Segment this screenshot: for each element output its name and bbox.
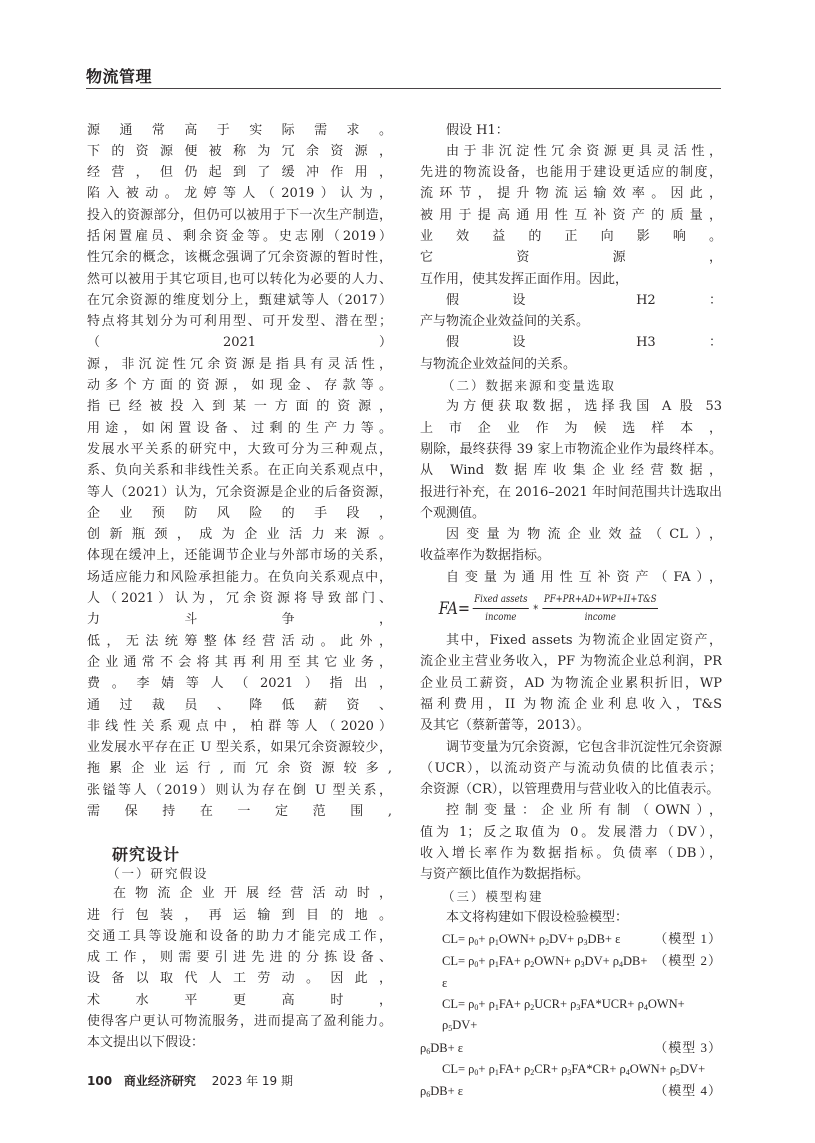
equation-term: OWN+ ρ bbox=[534, 954, 581, 969]
text-line: 使得客户更认可物流服务，进而提高了盈利能力。 bbox=[87, 1014, 392, 1030]
multiply-operator: * bbox=[533, 602, 539, 616]
model-equation bbox=[420, 1059, 722, 1103]
subscript: 1 bbox=[494, 1067, 499, 1077]
text-line: 调节变量为冗余资源，它包含非沉淀性冗余资源 bbox=[446, 739, 722, 755]
text-line: 成工作，则需要引进先进的分拣设备、 bbox=[87, 950, 392, 966]
text-line: 假设 H2： bbox=[446, 292, 722, 308]
model-label: （模型 3） bbox=[654, 1039, 722, 1055]
subscript: 4 bbox=[643, 1003, 648, 1013]
text-line: 等人（2021）认为，冗余资源是企业的后备资源， bbox=[87, 484, 392, 500]
issue-label: 2023 年 19 期 bbox=[211, 1074, 293, 1088]
formula-lhs: FA= bbox=[438, 599, 471, 620]
text-line: 自变量为通用性互补资产（FA）， bbox=[446, 569, 722, 585]
text-line: 个观测值。 bbox=[420, 505, 486, 521]
subscript: 3 bbox=[580, 960, 585, 970]
subscript: 2 bbox=[545, 938, 550, 948]
text-line: 然可以被用于其它项目,也可以转化为必要的人力、 bbox=[87, 271, 392, 287]
equation-term: ρ bbox=[420, 1084, 427, 1099]
text-line: 产与物流企业效益间的关系。 bbox=[420, 314, 590, 330]
subsection-heading: （三）模型构建 bbox=[442, 888, 544, 904]
text-line: 下的资源便被称为冗余资源， bbox=[87, 143, 392, 159]
subscript: 4 bbox=[625, 1067, 630, 1077]
equation-line bbox=[420, 950, 722, 994]
subsection-heading: （一）研究假设 bbox=[107, 866, 209, 882]
equation-line bbox=[420, 1059, 722, 1080]
text-line: 源，非沉淀性冗余资源是指具有灵活性， bbox=[87, 356, 392, 372]
paragraph bbox=[420, 737, 722, 801]
denominator: income bbox=[485, 612, 517, 624]
text-line: 交通工具等设施和设备的助力才能完成工作， bbox=[87, 928, 392, 944]
text-line: 收入增长率作为数据指标。负债率（DB）， bbox=[420, 846, 722, 861]
equation-term: + ρ bbox=[478, 932, 495, 947]
text-line: 力斗争， bbox=[87, 612, 392, 628]
text-line: 福利费用，II 为物流企业利息收入，T&S bbox=[420, 696, 722, 712]
text-line: 源通常高于实际需求。 bbox=[87, 122, 392, 138]
equation-term: OWN+ ρ bbox=[442, 997, 685, 1033]
subscript: 1 bbox=[494, 1003, 499, 1013]
equation-term: DB+ ε bbox=[442, 954, 648, 990]
section-heading: 研究设计 bbox=[112, 845, 181, 865]
text-line: 场适应能力和风险承担能力。在负向关系观点中， bbox=[87, 569, 392, 585]
numerator: Fixed assets bbox=[473, 594, 530, 609]
page-footer bbox=[87, 1073, 293, 1089]
equation-term: + ρ bbox=[478, 1061, 495, 1076]
paragraph bbox=[420, 141, 722, 290]
model-label: （模型 4） bbox=[654, 1083, 722, 1099]
text-line: 与资产额比值作为数据指标。 bbox=[420, 867, 590, 883]
subscript: 0 bbox=[474, 1003, 479, 1013]
equation-term: + ρ bbox=[478, 954, 495, 969]
text-line: 与物流企业效益间的关系。 bbox=[420, 356, 577, 372]
equation-line bbox=[420, 1080, 722, 1102]
equation-text bbox=[442, 951, 648, 994]
text-line: 动多个方面的资源，如现金、存款等。 bbox=[87, 378, 392, 394]
subscript: 1 bbox=[494, 960, 499, 970]
equation-text bbox=[420, 1038, 648, 1059]
model-label: （模型 1） bbox=[654, 931, 722, 947]
text-line: 在物流企业开展经营活动时， bbox=[113, 886, 392, 902]
paragraph bbox=[87, 120, 392, 823]
text-line: 费。李婧等人（2021）指出， bbox=[87, 676, 392, 692]
text-line: 体现在缓冲上，还能调节企业与外部市场的关系， bbox=[87, 548, 392, 564]
text-line: 低，无法统筹整体经营活动。此外， bbox=[87, 633, 392, 649]
equation-line bbox=[420, 994, 722, 1037]
text-line: 余资源（CR），以管理费用与营业收入的比值表示。 bbox=[420, 782, 720, 798]
text-line: 报进行补充，在 2016–2021 年时间范围共计选取出 bbox=[420, 484, 722, 500]
equation-term: FA+ ρ bbox=[498, 1061, 531, 1076]
equation-term: ρ bbox=[420, 1040, 427, 1055]
model-equation bbox=[420, 950, 722, 994]
subscript: 4 bbox=[619, 960, 624, 970]
text-line: 其中，Fixed assets 为物流企业固定资产， bbox=[446, 633, 722, 649]
equation-term: CR+ ρ bbox=[534, 1061, 568, 1076]
numerator: PF+PR+AD+WP+II+T&S bbox=[542, 594, 658, 609]
text-line: 企业员工薪资，AD 为物流企业累积折旧，WP bbox=[420, 675, 722, 691]
equation-term: FA*UCR+ ρ bbox=[580, 997, 644, 1012]
paragraph bbox=[420, 396, 722, 524]
equation-term: CL= ρ bbox=[442, 1061, 475, 1076]
fa-formula bbox=[420, 588, 677, 630]
paragraph bbox=[420, 120, 722, 141]
subscript: 1 bbox=[494, 938, 499, 948]
equation-term: FA+ ρ bbox=[498, 954, 531, 969]
equation-term: UCR+ ρ bbox=[534, 997, 577, 1012]
subscript: 6 bbox=[426, 1090, 431, 1100]
subscript: 3 bbox=[583, 938, 588, 948]
paragraph bbox=[420, 290, 722, 333]
paragraph bbox=[420, 332, 722, 375]
subscript: 0 bbox=[474, 938, 479, 948]
subsection-heading: （二）数据来源和变量选取 bbox=[442, 378, 617, 394]
subscript: 3 bbox=[567, 1067, 572, 1077]
equation-term: DV+ bbox=[680, 1061, 706, 1076]
text-line: 进行包装，再运输到目的地。 bbox=[87, 907, 392, 923]
text-line: （2021） bbox=[87, 335, 392, 351]
text-line: 因变量为物流企业效益（CL）， bbox=[446, 527, 722, 543]
text-line: 张镒等人（2019）则认为存在倒 U 型关系， bbox=[87, 782, 392, 798]
text-line: 业效益的正向影响。 bbox=[420, 228, 722, 244]
text-line: 企业通常不会将其再利用至其它业务， bbox=[87, 654, 392, 670]
equation-term: DV+ ρ bbox=[549, 932, 584, 947]
paragraph bbox=[420, 907, 722, 928]
equation-term: CL= ρ bbox=[442, 997, 475, 1012]
text-line: 流企业主营业务收入，PF 为物流企业总利润，PR bbox=[420, 654, 722, 670]
fraction bbox=[473, 594, 530, 624]
equation-term: DV+ ρ bbox=[584, 954, 620, 969]
text-line: 剔除，最终获得 39 家上市物流企业作为最终样本。 bbox=[420, 441, 722, 457]
equation-term: FA+ ρ bbox=[498, 997, 531, 1012]
text-line: 括闲置雇员、剩余资金等。史志刚（2019） bbox=[87, 228, 392, 244]
text-line: 假设 H1： bbox=[446, 122, 509, 138]
paragraph bbox=[420, 524, 722, 567]
text-line: 互作用，使其发挥正面作用。因此， bbox=[420, 271, 629, 287]
text-line: 业发展水平存在正 U 型关系，如果冗余资源较少， bbox=[87, 740, 392, 756]
paragraph bbox=[420, 567, 722, 588]
model-label: （模型 2） bbox=[654, 953, 722, 969]
text-line: 指已经被投入到某一方面的资源， bbox=[87, 399, 392, 415]
text-line: 及其它（蔡新蕾等，2013）。 bbox=[420, 718, 590, 734]
text-line: 企业预防风险的手段， bbox=[87, 505, 392, 521]
fraction bbox=[542, 594, 658, 624]
text-line: 先进的物流设备，也能用于建设更适应的制度， bbox=[420, 165, 722, 181]
text-line: 拖累企业运行,而冗余资源较多, bbox=[87, 761, 392, 777]
subscript: 2 bbox=[530, 1003, 535, 1013]
equation-term: CL= ρ bbox=[442, 954, 475, 969]
text-line: 术水平更高时， bbox=[87, 992, 392, 1008]
text-line: 为方便获取数据，选择我国 A 股 53 bbox=[446, 399, 722, 415]
text-line: 控制变量：企业所有制（OWN）， bbox=[446, 803, 722, 819]
subscript: 2 bbox=[530, 1067, 535, 1077]
journal-name: 商业经济研究 bbox=[123, 1074, 196, 1088]
denominator: income bbox=[584, 612, 616, 624]
text-line: 本文提出以下假设： bbox=[87, 1035, 205, 1051]
paragraph bbox=[87, 883, 392, 1053]
text-line: 流环节，提升物流运输效率。因此， bbox=[420, 186, 722, 202]
model-equation bbox=[420, 994, 722, 1059]
equation-line bbox=[420, 928, 722, 950]
equation-term: + ρ bbox=[478, 997, 495, 1012]
equation-term: DV+ bbox=[452, 1018, 478, 1033]
text-line: 在冗余资源的维度划分上，甄建斌等人（2017） bbox=[87, 292, 392, 308]
text-line: 非线性关系观点中，柏群等人（2020） bbox=[87, 718, 392, 734]
text-line: 上市企业作为候选样本， bbox=[420, 420, 722, 436]
text-line: 特点将其划分为可利用型、可开发型、潜在型； bbox=[87, 314, 392, 330]
text-line: 设备以取代人工劳动。因此， bbox=[87, 971, 392, 987]
equation-text bbox=[442, 929, 648, 950]
subscript: 3 bbox=[576, 1003, 581, 1013]
subscript: 5 bbox=[448, 1024, 453, 1034]
paragraph bbox=[420, 800, 722, 885]
subscript: 0 bbox=[474, 960, 479, 970]
equation-term: DB+ ε bbox=[587, 932, 621, 947]
equation-term: FA*CR+ ρ bbox=[571, 1061, 626, 1076]
equation-text bbox=[420, 1081, 648, 1102]
text-line: 本文将构建如下假设检验模型： bbox=[446, 909, 629, 925]
equation-term: DB+ ε bbox=[430, 1084, 464, 1099]
text-line: 投入的资源部分，但仍可以被用于下一次生产制造， bbox=[87, 207, 392, 223]
text-line: 陷入被动。龙婷等人（2019）认为， bbox=[87, 186, 392, 202]
equation-term: OWN+ ρ bbox=[629, 1061, 677, 1076]
subscript: 6 bbox=[426, 1046, 431, 1056]
text-line: 从 Wind 数据库收集企业经营数据， bbox=[420, 463, 722, 479]
text-line: 用途，如闲置设备、过剩的生产力等。 bbox=[87, 420, 392, 436]
paragraph bbox=[420, 630, 722, 736]
text-line: 人（2021）认为，冗余资源将导致部门、 bbox=[87, 591, 392, 607]
text-line: 由于非沉淀性冗余资源更具灵活性， bbox=[446, 143, 722, 159]
text-line: 假设 H3： bbox=[446, 335, 722, 351]
subscript: 5 bbox=[676, 1067, 681, 1077]
subscript: 0 bbox=[474, 1067, 479, 1077]
subscript: 2 bbox=[530, 960, 535, 970]
model-equation bbox=[420, 928, 722, 950]
equation-term: DB+ ε bbox=[430, 1040, 464, 1055]
text-line: 值为 1；反之取值为 0。发展潜力（DV）， bbox=[420, 824, 722, 840]
text-line: 发展水平关系的研究中，大致可分为三种观点， bbox=[87, 441, 392, 457]
equation-text bbox=[442, 1059, 722, 1080]
equation-line bbox=[420, 1037, 722, 1059]
equation-text bbox=[442, 994, 722, 1037]
text-line: 它资源， bbox=[420, 250, 722, 266]
text-line: 系、负向关系和非线性关系。在正向关系观点中， bbox=[87, 463, 392, 479]
page-number: 100 bbox=[87, 1074, 113, 1088]
text-line: 创新瓶颈，成为企业活力来源。 bbox=[87, 527, 392, 543]
text-line: 性冗余的概念，该概念强调了冗余资源的暂时性， bbox=[87, 250, 392, 266]
text-line: 需保持在一定范围, bbox=[87, 804, 392, 819]
text-line: 收益率作为数据指标。 bbox=[420, 548, 551, 564]
equation-term: CL= ρ bbox=[442, 932, 475, 947]
section-header: 物流管理 bbox=[86, 67, 153, 86]
text-line: 通过裁员、降低薪资、 bbox=[87, 697, 392, 713]
text-line: 被用于提高通用性互补资产的质量， bbox=[420, 207, 722, 223]
text-line: 经营，但仍起到了缓冲作用， bbox=[87, 165, 392, 181]
right-column bbox=[420, 120, 722, 1103]
header-rule bbox=[86, 88, 721, 89]
equation-term: OWN+ ρ bbox=[498, 932, 546, 947]
text-line: （UCR），以流动资产与流动负债的比值表示； bbox=[420, 760, 722, 776]
left-column bbox=[87, 120, 392, 1054]
